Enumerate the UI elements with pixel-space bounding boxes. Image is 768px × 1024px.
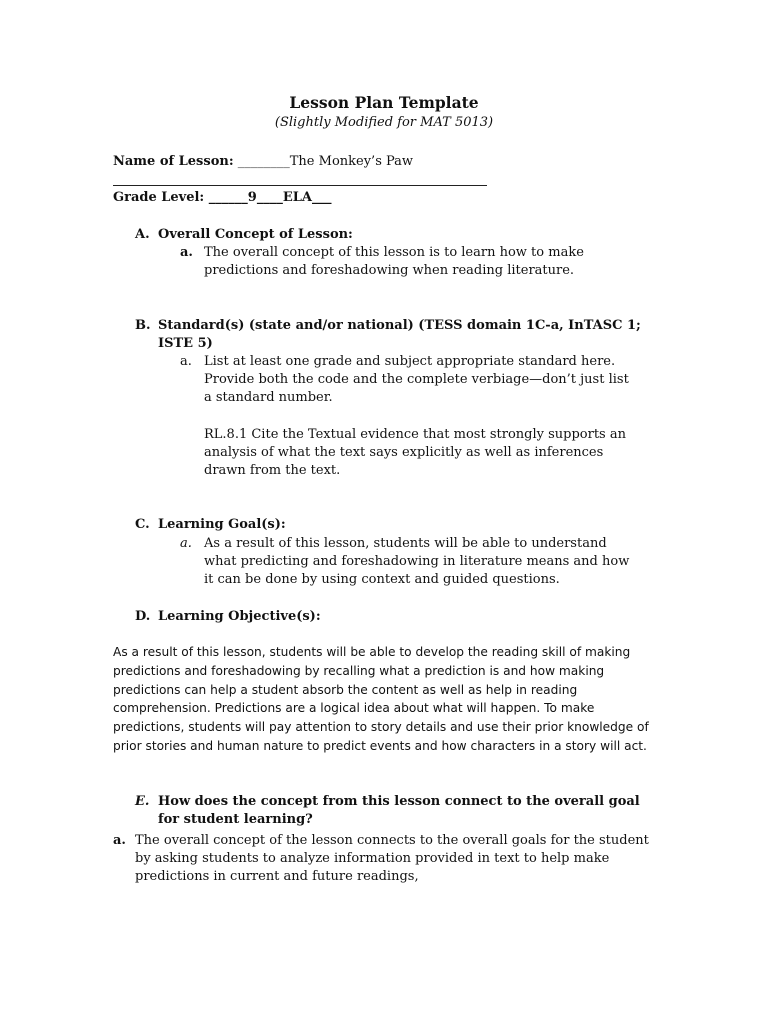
section-b-letter: B. — [135, 318, 151, 333]
grade-blank-1: ______ — [208, 190, 248, 205]
section-b-standard — [180, 426, 640, 480]
section-c-item — [180, 535, 640, 589]
section-b-heading — [135, 317, 655, 353]
section-c-letter: C. — [135, 517, 150, 532]
section-e-item-text: The overall concept of the lesson connects to the overall goals for the student by asking students to analyze information provided in text to help make predictions in current and future readings, — [135, 833, 649, 884]
lesson-name-value: The Monkey’s Paw — [289, 154, 414, 169]
grade-value: 9 — [247, 190, 257, 205]
grade-level-label: Grade Level: — [113, 190, 205, 205]
section-e-item-marker: a. — [113, 833, 126, 848]
section-e-item — [113, 832, 658, 886]
section-e-heading — [135, 793, 655, 829]
grade-blank-2: ____ — [256, 190, 283, 205]
section-e-title: How does the concept from this lesson connect to the overall goal for student learning? — [158, 794, 640, 827]
section-b-standard-text: RL.8.1 Cite the Textual evidence that most strongly supports an analysis of what the text says explicitly as well as inferences drawn from the text. — [204, 427, 626, 478]
section-a-letter: A. — [135, 227, 150, 242]
section-d-letter: D. — [135, 609, 151, 624]
section-d-title: Learning Objective(s): — [158, 609, 321, 624]
section-c-item-text: As a result of this lesson, students will be able to understand what predicting and foreshadowing in literature means and how it can be done by using context and guided questions. — [204, 536, 630, 587]
section-e-letter: E. — [135, 794, 150, 809]
section-c-title: Learning Goal(s): — [158, 517, 286, 532]
section-a-title: Overall Concept of Lesson: — [158, 227, 353, 242]
section-b-item-text: List at least one grade and subject appropriate standard here. Provide both the code and the complete verbiage—don’t just list a standard number. — [204, 354, 629, 405]
page-title: Lesson Plan Template — [289, 93, 479, 112]
learning-objective-paragraph: As a result of this lesson, students will be able to develop the reading skill of making predictions and foreshadowing by recalling what a prediction is and how making predictions can help a student absorb the content as well as help in reading comprehension. Predictions are a logical idea about what will happen. To make predictions, students will pay attention to story details and use their prior knowledge of prior stories and human nature to predict events and how characters in a story will act. — [113, 645, 649, 753]
lesson-name-row — [113, 153, 413, 171]
lesson-name-blank: ________ — [237, 154, 290, 169]
subject-value: ELA — [282, 190, 312, 205]
horizontal-rule — [113, 185, 487, 186]
section-a-heading — [135, 226, 655, 244]
lesson-name-label: Name of Lesson: — [113, 154, 234, 169]
section-a-item-text: The overall concept of this lesson is to learn how to make predictions and foreshadowing when reading literature. — [204, 245, 584, 278]
section-b-item — [180, 353, 640, 407]
page-subtitle: (Slightly Modified for MAT 5013) — [274, 115, 494, 130]
section-a-item — [180, 244, 640, 280]
section-b-item-marker: a. — [180, 354, 192, 369]
section-d-heading — [135, 608, 655, 626]
section-b-title: Standard(s) (state and/or national) (TESS domain 1C-a, InTASC 1; ISTE 5) — [158, 318, 641, 351]
section-c-heading — [135, 516, 655, 534]
section-c-item-marker: a. — [180, 536, 192, 551]
grade-blank-3: ___ — [311, 190, 332, 205]
section-a-item-marker: a. — [180, 245, 193, 260]
grade-level-row — [113, 189, 331, 207]
